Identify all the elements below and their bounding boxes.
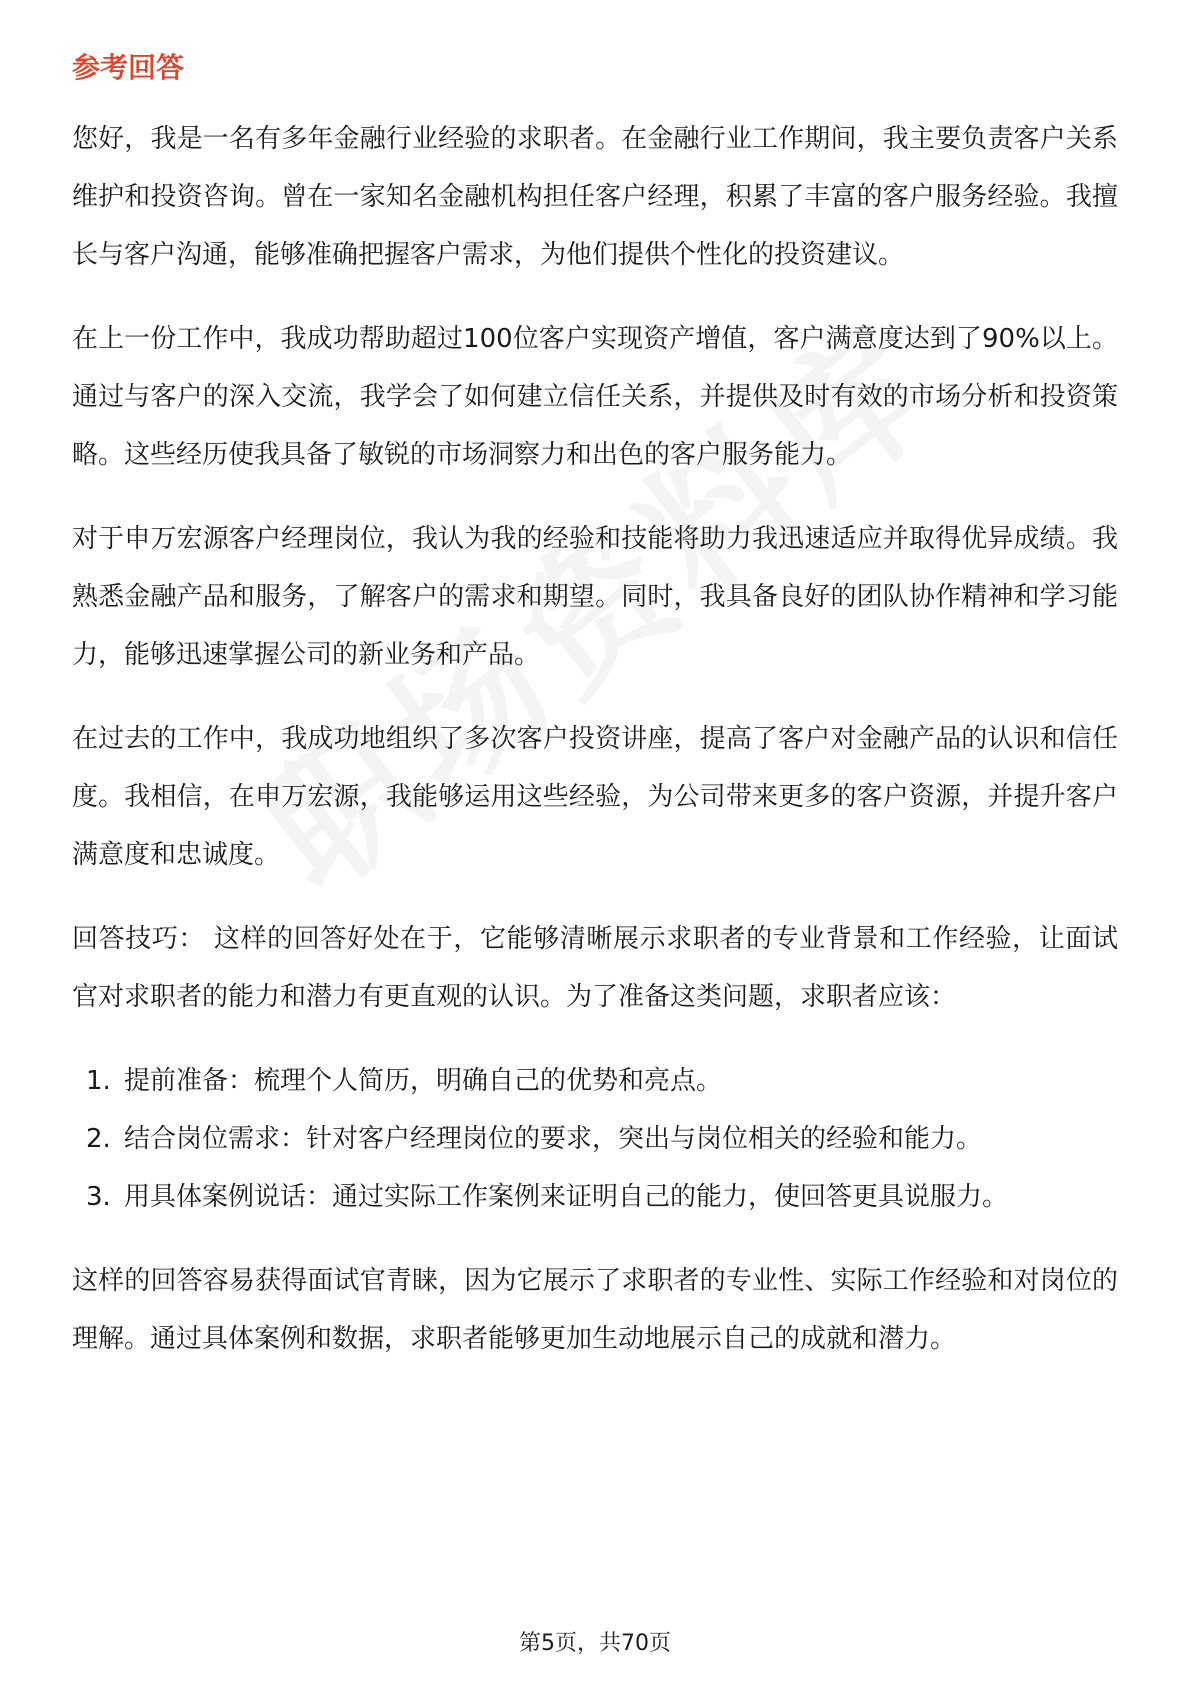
section-heading: 参考回答 [72, 51, 185, 84]
list-number: 3. [86, 1182, 111, 1212]
list-item [72, 1110, 1118, 1168]
tips-list [72, 1052, 1118, 1226]
paragraph-tips: 回答技巧： 这样的回答好处在于，它能够清晰展示求职者的专业背景和工作经验，让面试官对求职者的能力和潜力有更直观的认识。为了准备这类问题，求职者应该： [72, 924, 1118, 1012]
list-item [72, 1168, 1118, 1226]
list-text: 结合岗位需求：针对客户经理岗位的要求，突出与岗位相关的经验和能力。 [124, 1124, 983, 1154]
paragraph-closing: 这样的回答容易获得面试官青睐，因为它展示了求职者的专业性、实际工作经验和对岗位的理解。通过具体案例和数据，求职者能够更加生动地展示自己的成就和潜力。 [72, 1266, 1118, 1354]
list-text: 提前准备：梳理个人简历，明确自己的优势和亮点。 [124, 1066, 723, 1096]
list-text: 用具体案例说话：通过实际工作案例来证明自己的能力，使回答更具说服力。 [124, 1182, 1009, 1212]
document-page [72, 48, 1118, 1394]
list-number: 1. [86, 1066, 111, 1096]
list-number: 2. [86, 1124, 111, 1154]
paragraph-intro: 您好，我是一名有多年金融行业经验的求职者。在金融行业工作期间，我主要负责客户关系维护和投资咨询。曾在一家知名金融机构担任客户经理，积累了丰富的客户服务经验。我擅长与客户沟通，能够准确把握客户需求，为他们提供个性化的投资建议。 [72, 124, 1118, 270]
page-number: 第5页，共70页 [519, 1631, 671, 1656]
list-item [72, 1052, 1118, 1110]
paragraph-achievements: 在上一份工作中，我成功帮助超过100位客户实现资产增值，客户满意度达到了90%以上。通过与客户的深入交流，我学会了如何建立信任关系，并提供及时有效的市场分析和投资策略。这些经历使我具备了敏锐的市场洞察力和出色的客户服务能力。 [72, 324, 1118, 470]
paragraph-experience: 在过去的工作中，我成功地组织了多次客户投资讲座，提高了客户对金融产品的认识和信任度。我相信，在申万宏源，我能够运用这些经验，为公司带来更多的客户资源，并提升客户满意度和忠诚度。 [72, 724, 1118, 870]
paragraph-fit: 对于申万宏源客户经理岗位，我认为我的经验和技能将助力我迅速适应并取得优异成绩。我熟悉金融产品和服务，了解客户的需求和期望。同时，我具备良好的团队协作精神和学习能力，能够迅速掌握公司的新业务和产品。 [72, 524, 1118, 670]
